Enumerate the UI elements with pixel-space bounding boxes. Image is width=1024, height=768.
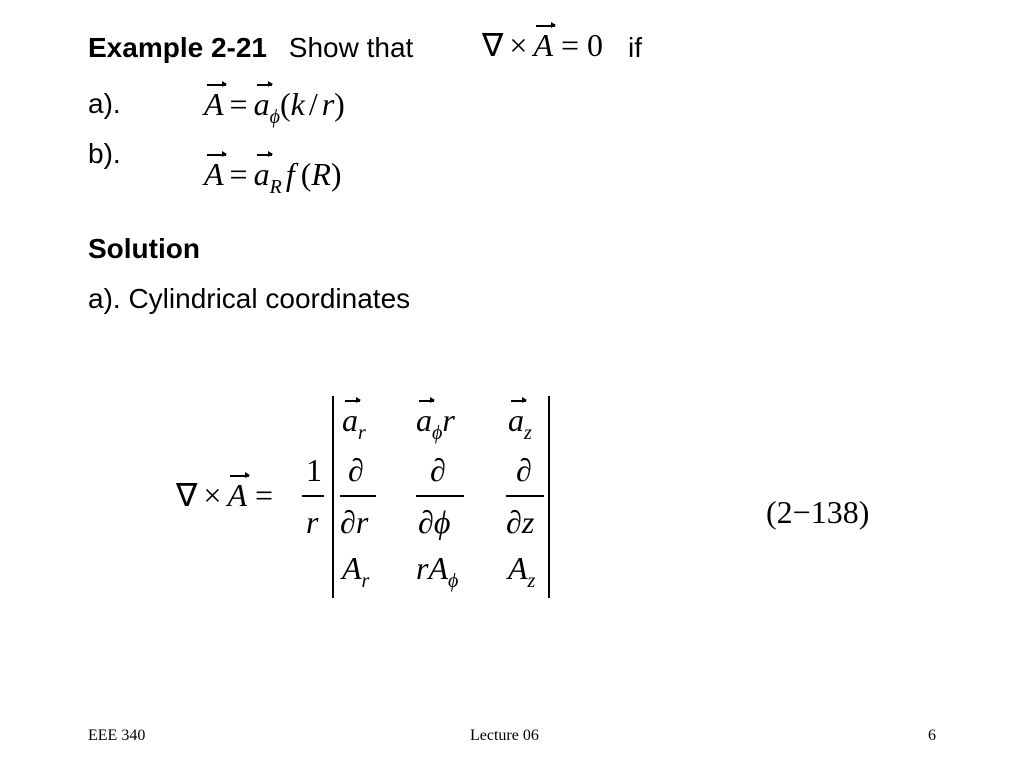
- prefactor-denominator: r: [306, 504, 319, 540]
- example-label: Example 2-21: [88, 32, 267, 63]
- equation-number: (2−138): [766, 494, 870, 530]
- matrix-r3c3: $A_z$: [508, 550, 536, 592]
- matrix-r2c1-numerator: ∂: [348, 452, 364, 488]
- part-a-text: a). Cylindrical coordinates: [88, 283, 411, 314]
- curl-lhs: ∇ × A =: [176, 477, 274, 513]
- matrix-r2c3-bar: [506, 495, 544, 497]
- matrix-r2c3-denominator: ∂z: [506, 504, 535, 540]
- title-line: [88, 32, 413, 64]
- matrix-r1c2: $a_\phi r$: [416, 402, 455, 444]
- matrix-r3c2: $rA_\phi$: [416, 550, 459, 592]
- matrix-r2c1-denominator: ∂r: [340, 504, 369, 540]
- item-b-expression: $A = a_R$ f (R): [204, 156, 342, 198]
- item-b-label: b).: [88, 138, 121, 169]
- matrix-r2c2-denominator: ∂ϕ: [418, 504, 451, 540]
- matrix-r2c2-bar: [416, 495, 464, 497]
- matrix-r1c3: $a_z$: [508, 402, 532, 444]
- footer-lecture: Lecture 06: [470, 727, 539, 744]
- matrix-r2c2-numerator: ∂: [430, 452, 446, 488]
- condition-equation: ∇ × A = 0: [482, 27, 604, 63]
- footer-course: EEE 340: [88, 727, 146, 744]
- solution-heading: Solution: [88, 233, 200, 264]
- matrix-r3c1: $A_r$: [342, 550, 370, 592]
- prefactor-fraction-bar: [302, 495, 324, 497]
- footer-page-number: 6: [928, 727, 936, 744]
- item-a-label: a).: [88, 88, 121, 119]
- item-a-expression: $A = a_\phi(k / r)$: [204, 86, 345, 128]
- determinant-left-bar: [332, 396, 334, 598]
- if-text: if: [628, 32, 642, 63]
- matrix-r2c1-bar: [340, 495, 376, 497]
- prefactor-numerator: 1: [306, 452, 322, 488]
- matrix-r1c1: $a_r$: [342, 402, 366, 444]
- matrix-r2c3-numerator: ∂: [516, 452, 532, 488]
- statement-text: Show that: [288, 32, 414, 63]
- determinant-right-bar: [548, 396, 550, 598]
